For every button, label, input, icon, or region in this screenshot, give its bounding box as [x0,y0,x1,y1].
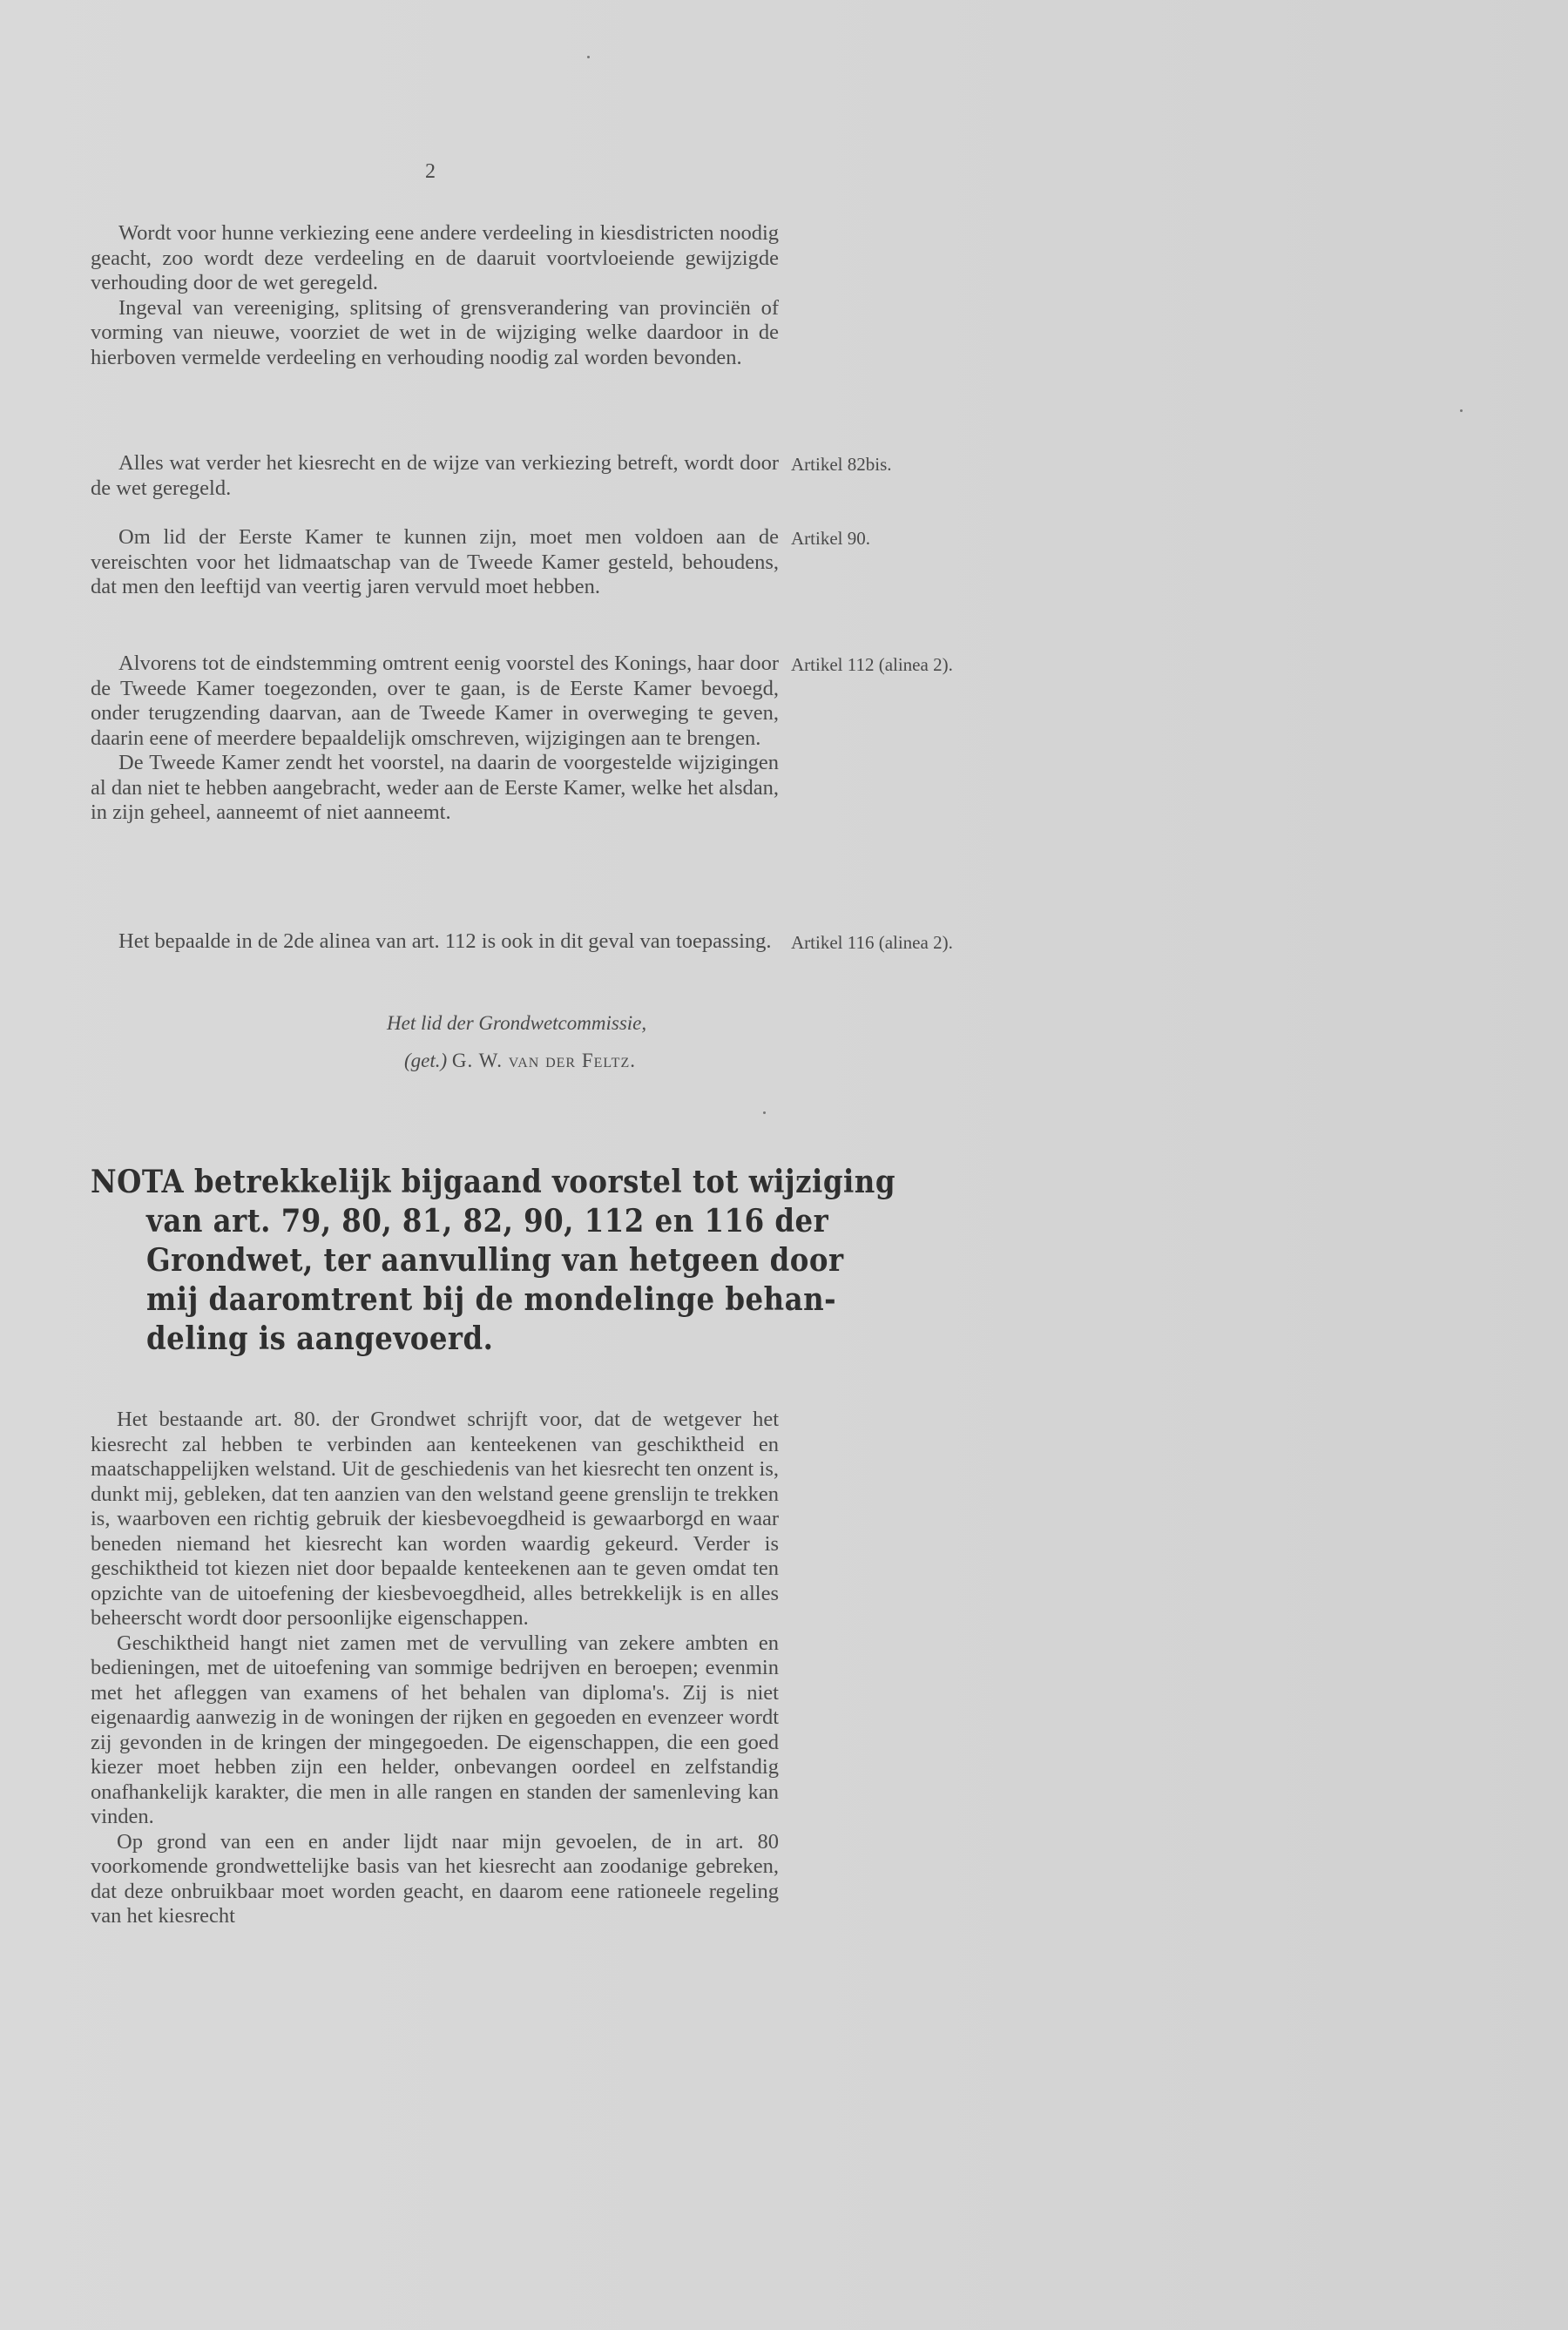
paragraph: Wordt voor hunne verkiezing eene andere verdeeling in kiesdistricten noodig geacht, zoo wordt deze verdeeling en de daaruit voortvloeiende gewijzigde verhouding door de wet geregeld. [91,221,779,294]
dust-speck [1460,409,1463,412]
paragraph: Geschiktheid hangt niet zamen met de vervulling van zekere ambten en bedieningen, met de uitoefening van sommige bedrijven en beroepen; evenmin met het afleggen van examens of het behalen van diploma's. Zij is niet eigenaardig aanwezig in de woningen der rijken en gegoeden en evenzeer wordt zij gevonden in de kringen der mingegoeden. De eigenschappen, die een goed kiezer moet hebben zijn een helder, onbevangen oordeel en zelfstandig onafhankelijk karakter, die men in alle rangen en standen der samenleving kan vinden. [91,1631,779,1828]
paragraph: De Tweede Kamer zendt het voorstel, na daarin de voorgestelde wijzigingen al dan niet te hebben aangebracht, weder aan de Eerste Kamer, welke het alsdan, in zijn geheel, aanneemt of niet aanneemt. [91,751,779,824]
paragraph: Het bestaande art. 80. der Grondwet schrijft voor, dat de wetgever het kiesrecht zal hebben te verbinden aan kenteekenen van geschiktheid en maatschappelijken welstand. Uit de geschiedenis van het kiesrecht ten onzent is, dunkt mij, gebleken, dat ten aanzien van den welstand geene grenslijn te trekken is, waarboven een richtig gebruik der kiesbevoegdheid is gewaarborgd en waar beneden niemand het kiesrecht kan worden waardig gekeurd. Verder is geschiktheid tot kiezen niet door bepaalde kenteekenen aan te geven omdat ten opzichte van de uitoefening der kiesbevoegdheid, alles betrekkelijk is en alles beheerscht wordt door persoonlijke eigenschappen. [91,1408,779,1630]
nota-heading-line: Grondwet, ter aanvulling van hetgeen door [146,1242,844,1279]
margin-note-artikel-90: Artikel 90. [791,528,870,549]
nota-heading-line: van art. 79, 80, 81, 82, 90, 112 en 116 der [146,1203,829,1239]
signature-title: Het lid der Grondwetcommissie, [387,1012,647,1034]
article-112-text [91,652,779,826]
nota-heading-line: NOTA betrekkelijk bijgaand voorstel tot wijziging [91,1164,896,1200]
page-number: 2 [425,160,436,183]
nota-heading-line: mij daaromtrent bij de mondelinge behan- [146,1281,837,1318]
signature-name: G. W. van der Feltz. [451,1050,636,1071]
margin-note-artikel-112: Artikel 112 (alinea 2). [791,654,953,675]
margin-note-artikel-82bis: Artikel 82bis. [791,454,892,475]
signature-get: (get.) [404,1050,448,1071]
dust-speck [763,1111,766,1114]
article-90-text [91,525,779,600]
paragraph: Het bepaalde in de 2de alinea van art. 112 is ook in dit geval van toepassing. [118,929,772,953]
signature-name-line [404,1050,636,1072]
paragraph: Alvorens tot de eindstemming omtrent eenig voorstel des Konings, haar door de Tweede Kamer toegezonden, over te gaan, is de Eerste Kamer bevoegd, onder terugzending daarvan, aan de Tweede Kamer in overweging te geven, daarin eene of meerdere bepaaldelijk omschreven, wijzigingen aan te brengen. [91,652,779,750]
paragraph: Ingeval van vereeniging, splitsing of grensverandering van provinciën of vorming van nieuwe, voorziet de wet in de wijziging welke daardoor in de hierboven vermelde verdeeling en verhouding noodig zal worden bevonden. [91,295,779,369]
nota-heading-line: deling is aangevoerd. [146,1320,494,1357]
top-text-block [91,221,779,370]
article-116-text [91,929,779,955]
paragraph: Om lid der Eerste Kamer te kunnen zijn, moet men voldoen aan de vereischten voor het lidmaatschap van de Tweede Kamer gesteld, behoudens, dat men den leeftijd van veertig jaren vervuld moet hebben. [91,525,779,598]
article-82bis-text [91,451,779,501]
nota-body [91,1408,779,1929]
paragraph: Alles wat verder het kiesrecht en de wijze van verkiezing betreft, wordt door de wet geregeld. [91,451,779,500]
dust-speck [587,56,590,58]
paragraph: Op grond van een en ander lijdt naar mijn gevoelen, de in art. 80 voorkomende grondwettelijke basis van het kiesrecht aan zoodanige gebreken, dat deze onbruikbaar moet worden geacht, en daarom eene rationeele regeling van het kiesrecht [91,1829,779,1928]
nota-heading [91,1163,896,1359]
margin-note-artikel-116: Artikel 116 (alinea 2). [791,932,953,953]
